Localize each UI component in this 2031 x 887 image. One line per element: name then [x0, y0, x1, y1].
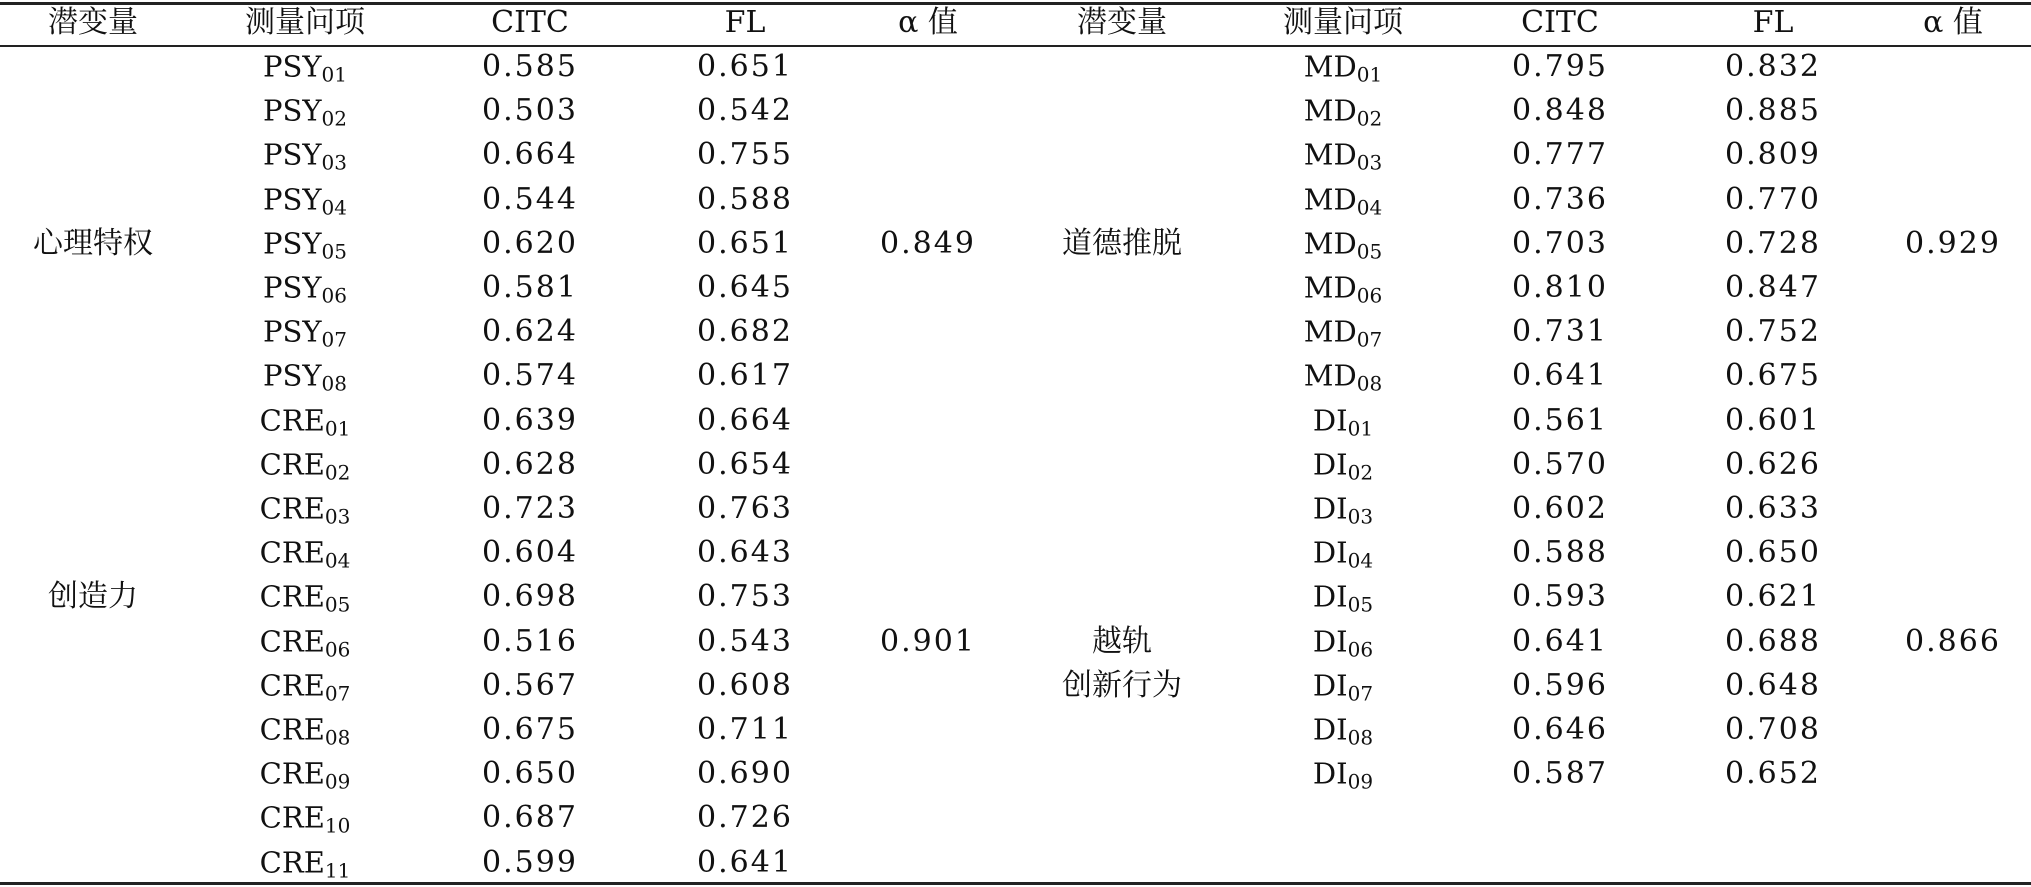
measure-item: $DI_{06}$ [1312, 624, 1374, 662]
column-header: 测量问项 [245, 5, 365, 40]
measure-item: $MD_{03}$ [1303, 137, 1383, 175]
measure-item: $PSY_{07}$ [263, 314, 347, 352]
alpha-value: 0.901 [880, 623, 976, 659]
measure-item: $MD_{07}$ [1303, 314, 1383, 352]
citc-value: 0.736 [1512, 181, 1608, 217]
measure-item: $PSY_{02}$ [263, 93, 347, 131]
fl-value: 0.651 [697, 49, 793, 84]
item-subscript: 07 [321, 327, 347, 352]
item-subscript: 10 [324, 813, 351, 838]
latent-variable-label: 心理特权 [33, 225, 153, 261]
measure-item: $MD_{08}$ [1303, 358, 1383, 396]
fl-value: 0.711 [697, 712, 793, 747]
item-subscript: 03 [324, 504, 351, 529]
item-subscript: 06 [1347, 637, 1374, 662]
fl-value: 0.708 [1725, 712, 1821, 747]
item-subscript: 03 [321, 150, 347, 175]
item-subscript: 01 [1347, 416, 1374, 441]
latent-variable-label: 道德推脱 [1062, 225, 1182, 261]
citc-value: 0.602 [1512, 491, 1608, 526]
item-subscript: 06 [321, 283, 347, 308]
fl-value: 0.641 [697, 844, 793, 880]
measure-item: $CRE_{10}$ [259, 800, 351, 838]
column-header: 潜变量 [1077, 5, 1167, 40]
fl-value: 0.601 [1725, 402, 1821, 438]
citc-value: 0.628 [482, 446, 578, 482]
fl-value: 0.654 [697, 446, 793, 482]
latent-variable-label: 创造力 [48, 579, 138, 615]
citc-value: 0.664 [482, 137, 578, 173]
measure-item: $PSY_{04}$ [263, 182, 347, 220]
citc-value: 0.581 [482, 270, 578, 305]
measure-item: $CRE_{11}$ [259, 845, 351, 883]
fl-value: 0.728 [1725, 225, 1821, 261]
citc-value: 0.848 [1512, 93, 1608, 129]
citc-value: 0.587 [1512, 756, 1608, 792]
citc-value: 0.599 [482, 844, 578, 880]
citc-value: 0.810 [1512, 270, 1608, 305]
measure-item: $CRE_{04}$ [259, 535, 351, 573]
measure-item: $MD_{01}$ [1303, 49, 1383, 87]
citc-value: 0.731 [1512, 314, 1608, 350]
measure-item: $DI_{04}$ [1312, 535, 1374, 573]
fl-value: 0.652 [1725, 756, 1821, 792]
fl-value: 0.588 [697, 181, 793, 217]
item-subscript: 09 [1347, 769, 1374, 794]
item-subscript: 02 [1356, 106, 1383, 131]
fl-value: 0.809 [1725, 137, 1821, 173]
item-subscript: 08 [1356, 371, 1383, 396]
measure-item: $DI_{07}$ [1312, 668, 1374, 706]
item-subscript: 08 [1347, 725, 1374, 750]
measure-item: $CRE_{03}$ [259, 491, 351, 529]
citc-value: 0.604 [482, 535, 578, 571]
item-subscript: 06 [1356, 283, 1383, 308]
citc-value: 0.561 [1512, 402, 1608, 438]
citc-value: 0.646 [1512, 712, 1608, 747]
fl-value: 0.651 [697, 225, 793, 261]
citc-value: 0.641 [1512, 358, 1608, 394]
item-subscript: 05 [324, 592, 351, 617]
fl-value: 0.832 [1725, 49, 1821, 84]
citc-value: 0.596 [1512, 667, 1608, 703]
measure-item: $DI_{08}$ [1312, 712, 1374, 750]
citc-value: 0.687 [482, 800, 578, 836]
citc-value: 0.641 [1512, 623, 1608, 659]
fl-value: 0.885 [1725, 93, 1821, 129]
fl-value: 0.688 [1725, 623, 1821, 659]
item-subscript: 03 [1347, 504, 1374, 529]
fl-value: 0.650 [1725, 535, 1821, 571]
table-header-rule [0, 45, 2031, 47]
item-subscript: 09 [324, 769, 351, 794]
fl-value: 0.682 [697, 314, 793, 350]
fl-value: 0.542 [697, 93, 793, 129]
item-subscript: 07 [1347, 681, 1374, 706]
column-header: α 值 [898, 5, 958, 40]
fl-value: 0.626 [1725, 446, 1821, 482]
column-header: α 值 [1923, 5, 1983, 40]
item-subscript: 08 [324, 725, 351, 750]
alpha-value: 0.929 [1905, 225, 2001, 261]
measure-item: $DI_{09}$ [1312, 756, 1374, 794]
measure-item: $CRE_{06}$ [259, 624, 351, 662]
fl-value: 0.753 [697, 579, 793, 615]
column-header: FL [724, 5, 766, 40]
column-header: CITC [1521, 5, 1599, 40]
fl-value: 0.645 [697, 270, 793, 305]
citc-value: 0.703 [1512, 225, 1608, 261]
measure-item: $CRE_{02}$ [259, 447, 351, 485]
citc-value: 0.516 [482, 623, 578, 659]
citc-value: 0.795 [1512, 49, 1608, 84]
item-subscript: 06 [324, 637, 351, 662]
citc-value: 0.675 [482, 712, 578, 747]
fl-value: 0.690 [697, 756, 793, 792]
measure-item: $PSY_{06}$ [263, 270, 347, 308]
citc-value: 0.567 [482, 667, 578, 703]
item-subscript: 02 [1347, 460, 1374, 485]
measure-item: $MD_{04}$ [1303, 182, 1383, 220]
measure-item: $PSY_{05}$ [263, 226, 347, 264]
citc-value: 0.620 [482, 225, 578, 261]
citc-value: 0.593 [1512, 579, 1608, 615]
measure-item: $CRE_{01}$ [259, 403, 351, 441]
fl-value: 0.621 [1725, 579, 1821, 615]
measure-item: $MD_{02}$ [1303, 93, 1383, 131]
latent-variable-label [1062, 620, 1182, 708]
latent-variable-label-line: 越轨 [1092, 623, 1152, 659]
citc-value: 0.624 [482, 314, 578, 350]
item-subscript: 07 [324, 681, 351, 706]
fl-value: 0.755 [697, 137, 793, 173]
fl-value: 0.617 [697, 358, 793, 394]
measure-item: $MD_{05}$ [1303, 226, 1383, 264]
item-subscript: 05 [1347, 592, 1374, 617]
measure-item: $CRE_{07}$ [259, 668, 351, 706]
item-subscript: 05 [1356, 239, 1383, 264]
measure-item: $PSY_{03}$ [263, 137, 347, 175]
column-header: FL [1752, 5, 1794, 40]
fl-value: 0.763 [697, 491, 793, 526]
measure-item: $CRE_{08}$ [259, 712, 351, 750]
fl-value: 0.726 [697, 800, 793, 836]
fl-value: 0.543 [697, 623, 793, 659]
citc-value: 0.544 [482, 181, 578, 217]
citc-value: 0.698 [482, 579, 578, 615]
item-subscript: 11 [324, 858, 351, 883]
item-subscript: 01 [1356, 62, 1383, 87]
item-subscript: 04 [1347, 548, 1374, 573]
measure-item: $PSY_{01}$ [263, 49, 347, 87]
measure-item: $PSY_{08}$ [263, 358, 347, 396]
citc-value: 0.574 [482, 358, 578, 394]
fl-value: 0.752 [1725, 314, 1821, 350]
measure-item: $DI_{01}$ [1312, 403, 1374, 441]
column-header: 潜变量 [48, 5, 138, 40]
alpha-value: 0.866 [1905, 623, 2001, 659]
citc-value: 0.585 [482, 49, 578, 84]
item-subscript: 01 [324, 416, 351, 441]
citc-value: 0.570 [1512, 446, 1608, 482]
column-header: 测量问项 [1283, 5, 1403, 40]
citc-value: 0.650 [482, 756, 578, 792]
citc-value: 0.723 [482, 491, 578, 526]
fl-value: 0.633 [1725, 491, 1821, 526]
item-subscript: 04 [321, 195, 347, 220]
item-subscript: 05 [321, 239, 347, 264]
citc-value: 0.777 [1512, 137, 1608, 173]
measure-item: $CRE_{09}$ [259, 756, 351, 794]
citc-value: 0.639 [482, 402, 578, 438]
fl-value: 0.770 [1725, 181, 1821, 217]
fl-value: 0.608 [697, 667, 793, 703]
item-subscript: 04 [324, 548, 351, 573]
measure-item: $MD_{06}$ [1303, 270, 1383, 308]
measure-item: $CRE_{05}$ [259, 579, 351, 617]
item-subscript: 01 [321, 62, 347, 87]
table-bottom-rule [0, 882, 2031, 885]
item-subscript: 03 [1356, 150, 1383, 175]
citc-value: 0.503 [482, 93, 578, 129]
item-subscript: 08 [321, 371, 347, 396]
item-subscript: 04 [1356, 195, 1383, 220]
fl-value: 0.643 [697, 535, 793, 571]
measure-item: $DI_{03}$ [1312, 491, 1374, 529]
alpha-value: 0.849 [880, 225, 976, 261]
citc-value: 0.588 [1512, 535, 1608, 571]
item-subscript: 02 [321, 106, 347, 131]
measure-item: $DI_{02}$ [1312, 447, 1374, 485]
item-subscript: 07 [1356, 327, 1383, 352]
measure-item: $DI_{05}$ [1312, 579, 1374, 617]
item-subscript: 02 [324, 460, 351, 485]
fl-value: 0.664 [697, 402, 793, 438]
latent-variable-label-line: 创新行为 [1062, 667, 1182, 703]
fl-value: 0.847 [1725, 270, 1821, 305]
column-header: CITC [491, 5, 569, 40]
fl-value: 0.648 [1725, 667, 1821, 703]
fl-value: 0.675 [1725, 358, 1821, 394]
